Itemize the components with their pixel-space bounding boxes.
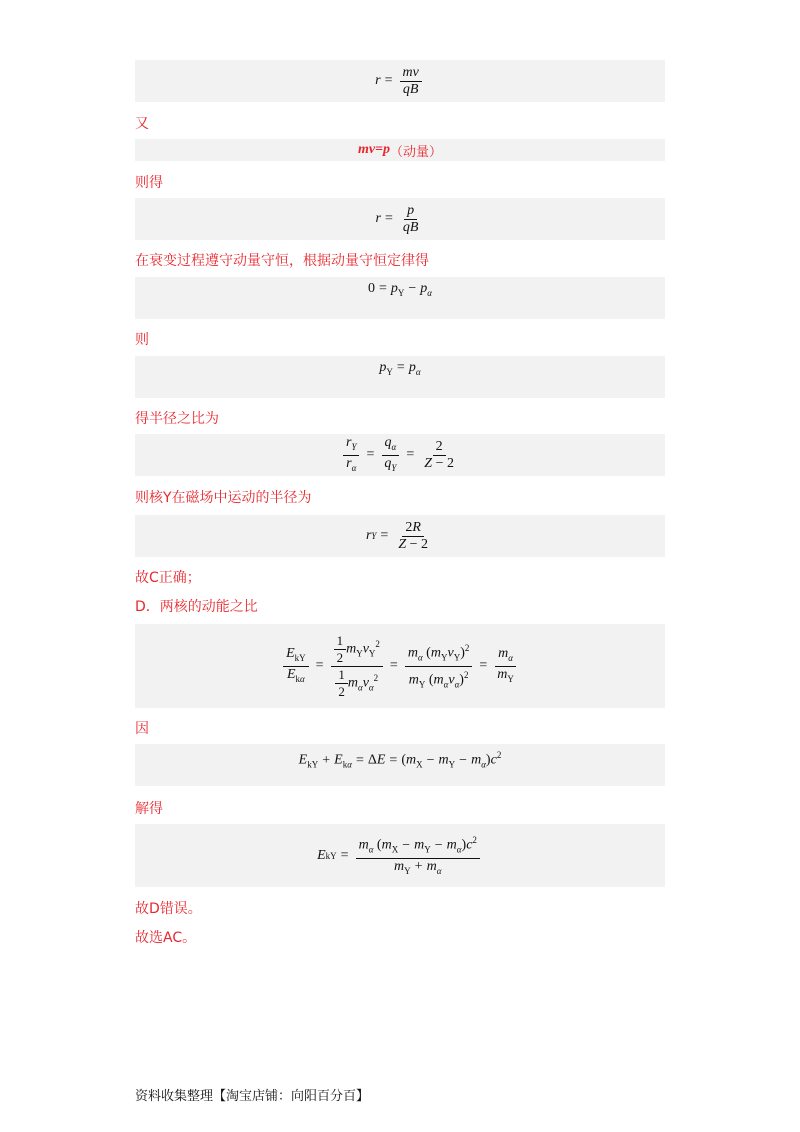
formula-radius-ratio: $\frac{r_Y}{r_\alpha}$ = $\frac{q_\alpha}{q_Y}$ = $\frac{2}{Z - 2}$ — [135, 434, 665, 476]
formula-box-10 — [135, 824, 665, 887]
text-line-7: 故C正确； — [135, 570, 201, 586]
formula-box-2 — [135, 139, 665, 161]
formula-momentum-note: （动量） — [390, 144, 443, 160]
formula-energy-sum: $E_{kY} + E_{k\alpha} = \Delta E = (m_X - m_Y - m_\alpha)c^2$ — [298, 750, 502, 770]
formula-conservation: $0 = p_Y - p_\alpha$ — [367, 281, 433, 298]
text-line-4: 则 — [135, 332, 149, 348]
formula-box-1 — [135, 60, 665, 102]
text-line-3: 在衰变过程遵守动量守恒，根据动量守恒定律得 — [135, 253, 429, 269]
footer-source: 资料收集整理【淘宝店铺：向阳百分百】 — [135, 1089, 370, 1104]
formula-kinetic-y: E kY = $\frac{m_\alpha (m_X - m_Y - m_\alpha)c^2}{m_Y + m_\alpha}$ — [135, 824, 665, 887]
formula-box-5 — [135, 356, 665, 398]
text-line-12: 故选AC。 — [135, 930, 197, 946]
formula-box-3 — [135, 198, 665, 240]
formula-radius-momentum: r = $\frac{p}{qB}$ — [375, 202, 419, 235]
text-line-11: 故D错误。 — [135, 901, 202, 917]
text-line-2: 则得 — [135, 175, 163, 191]
formula-momentum: mv=p — [357, 142, 391, 157]
text-line-8: D．两核的动能之比 — [135, 599, 258, 615]
text-line-9: 因 — [135, 721, 149, 737]
text-line-5: 得半径之比为 — [135, 411, 219, 427]
formula-box-8 — [135, 624, 665, 708]
text-line-1: 又 — [135, 116, 149, 132]
formula-box-7 — [135, 515, 665, 557]
formula-kinetic-ratio: $\frac{E_{kY}}{E_{k\alpha}}$ = $\frac{1}{2}$ $m_Yv_Y^2$ $\frac{1}{2}$ $m_\alpha v_\alpha^2$ = $\frac{m_\alpha (m_Yv_Y)^2}{m_Y (m_\alpha v_\alpha)^2}$ = $\frac{m_\alpha}{m_Y}$ — [135, 624, 665, 708]
text-line-10: 解得 — [135, 801, 163, 817]
formula-radius-y: r Y = $\frac{2R}{Z - 2}$ — [365, 519, 429, 552]
formula-momentum-equal: $p_Y = p_\alpha$ — [379, 360, 421, 377]
formula-radius: r = $\frac{mv}{qB}$ — [135, 60, 665, 102]
formula-box-9 — [135, 744, 665, 786]
text-line-6: 则核Y在磁场中运动的半径为 — [135, 490, 312, 506]
formula-box-6 — [135, 434, 665, 476]
formula-box-4 — [135, 277, 665, 319]
